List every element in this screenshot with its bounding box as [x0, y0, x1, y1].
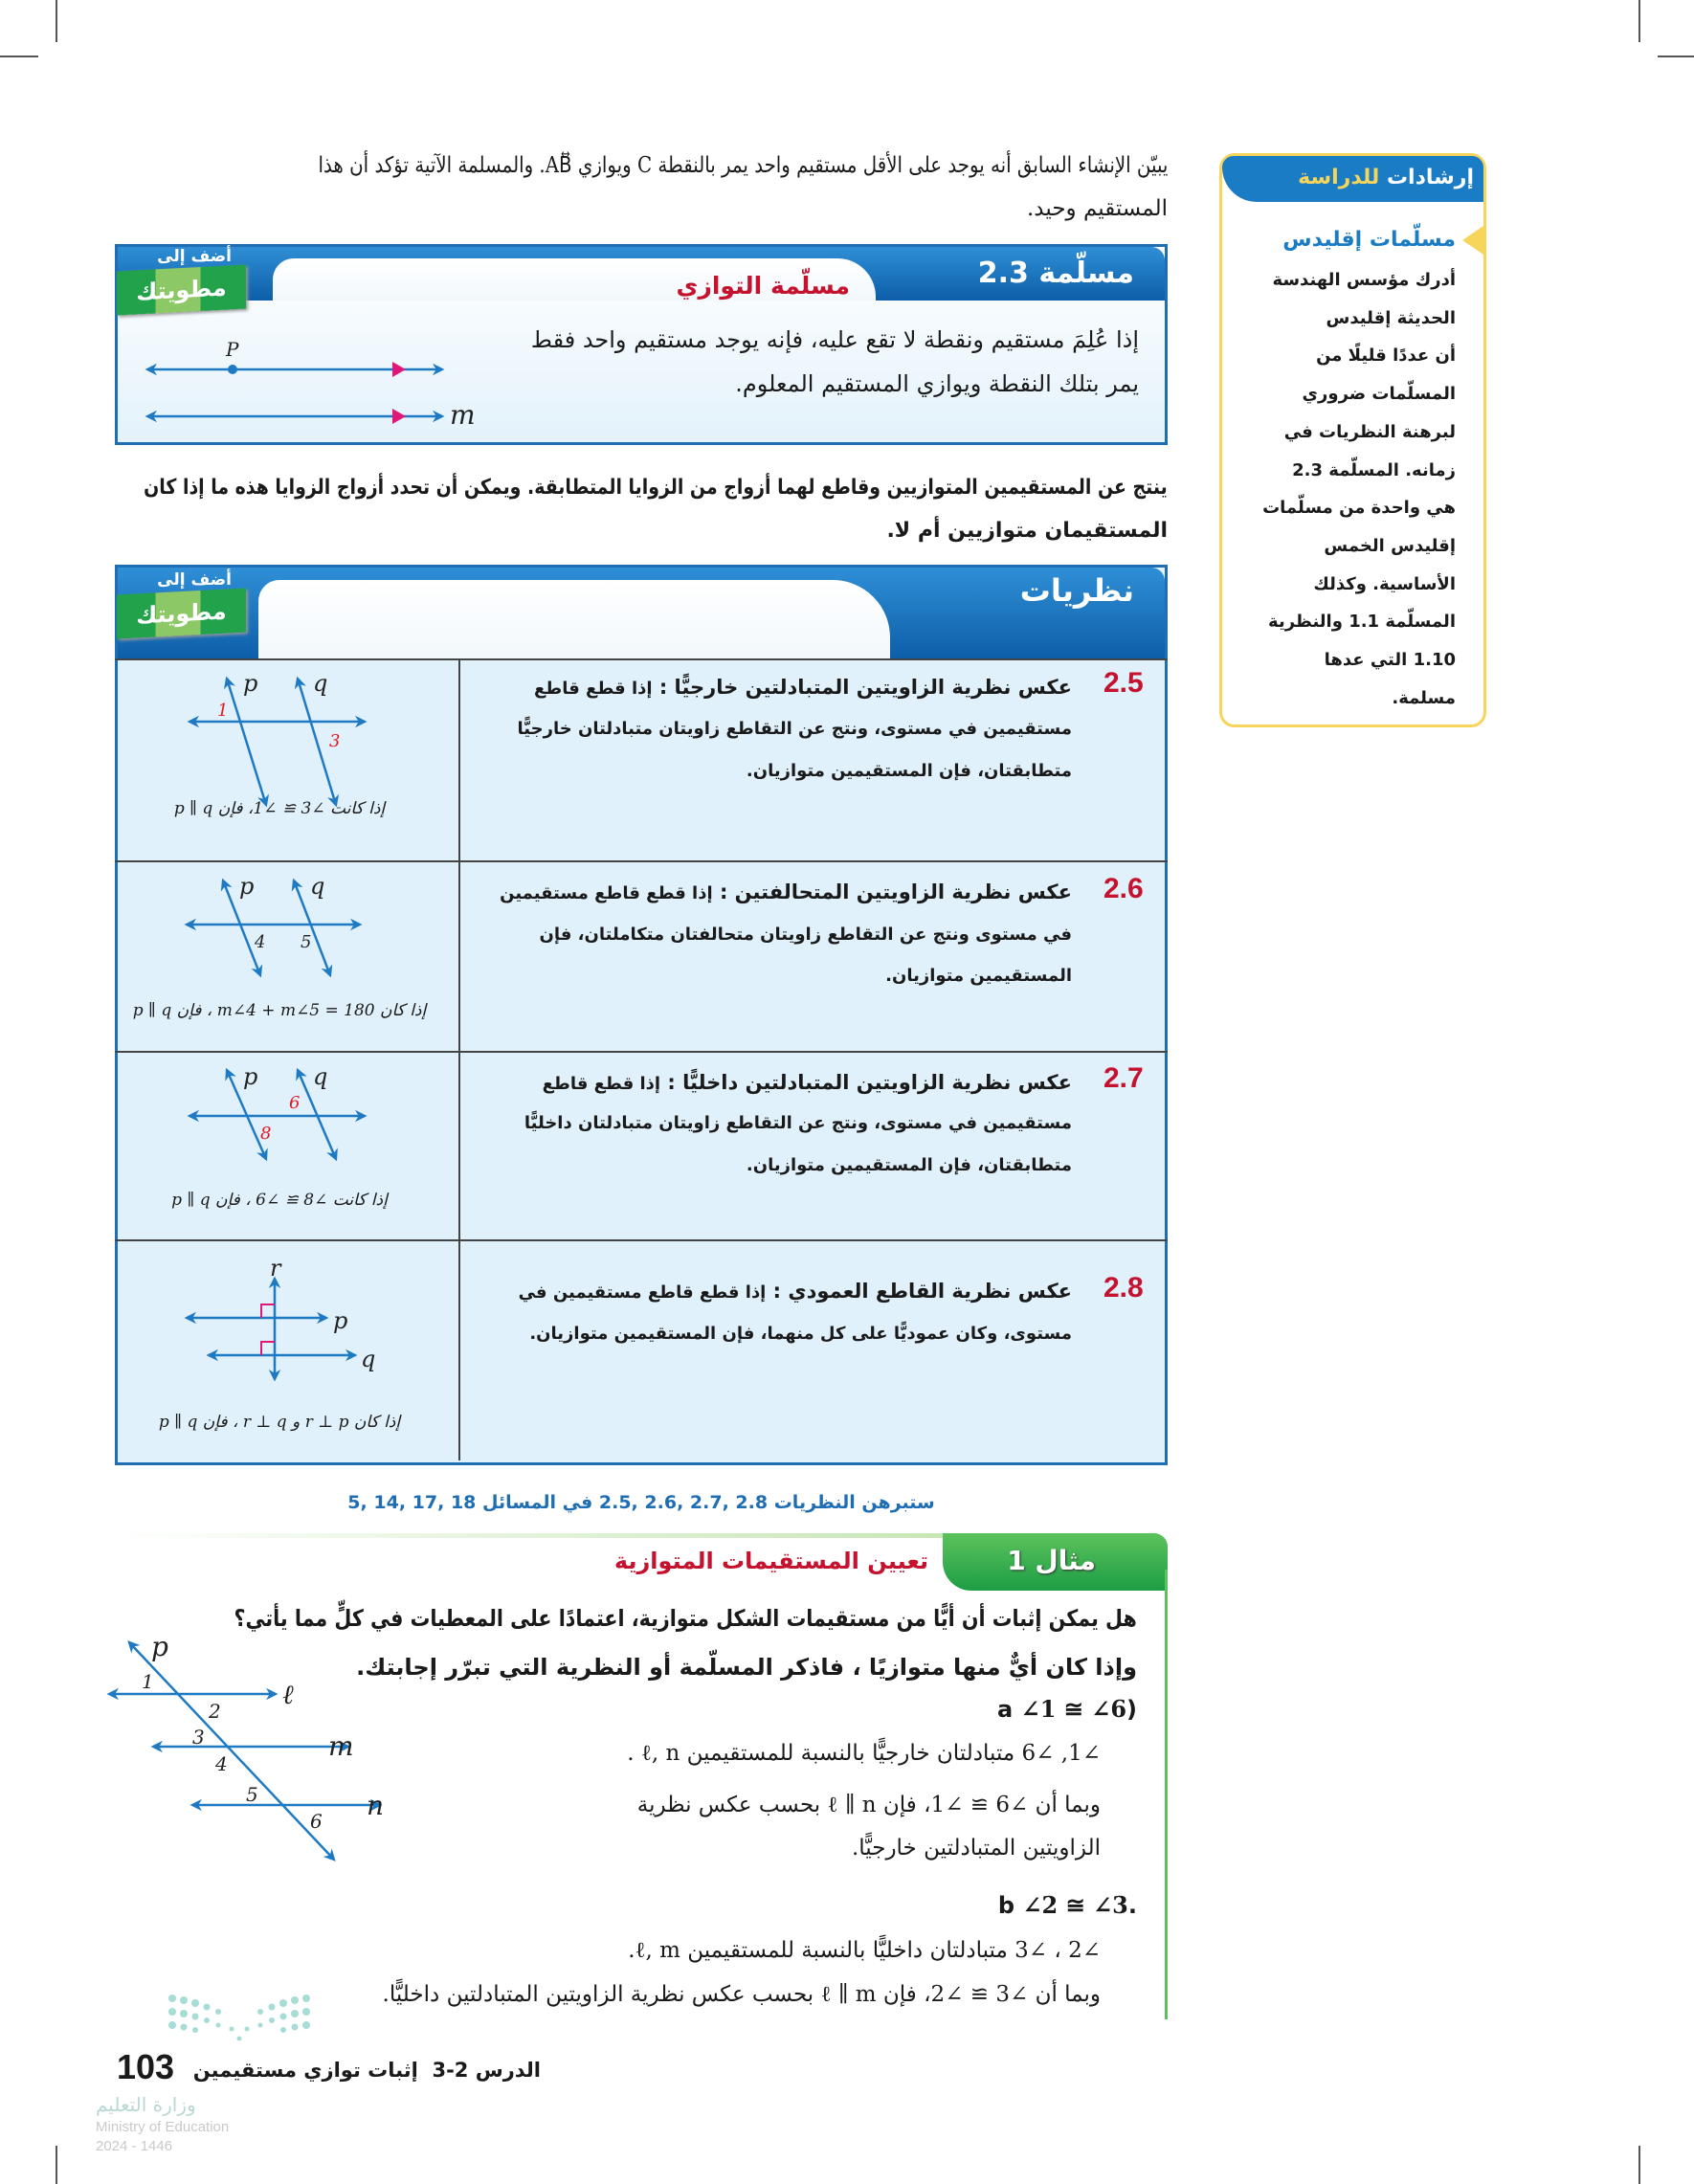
angle-label: 6 [289, 1093, 301, 1113]
line-p [227, 679, 266, 805]
study-tips-line: أن عددًا قليلًا من [1316, 345, 1456, 367]
right-angle-icon [261, 1304, 275, 1355]
line-label: q [361, 1346, 376, 1372]
angle-label: 4 [255, 932, 266, 952]
theorem-number: 2.6 [1103, 873, 1144, 904]
theorem-text: متطابقتان، فإن المستقيمين متوازيان. [746, 1155, 1072, 1175]
watermark-year: 2024 - 1446 [96, 2138, 173, 2154]
theorem-caption: إذا كان r ⊥ p و r ⊥ q ، فإن p ∥ q [158, 1413, 401, 1432]
theorem-text: إذا قطع قاطع مستقيمين في [518, 1282, 767, 1303]
postulate-name: مسلّمة التوازي [676, 272, 850, 300]
angle-label: 1 [142, 1670, 154, 1693]
angle-label: 3 [329, 731, 341, 751]
part-a-line: الزاويتين المتبادلتين خارجيًّا. [851, 1836, 1101, 1861]
point-p [228, 365, 237, 374]
footer-lesson-number: الدرس 2-3 [432, 2059, 541, 2082]
theorem-title: عكس نظرية الزاويتين المتحالفتين : [719, 880, 1072, 903]
theorem-text: مستوى، وكان عموديًّا على كل منهما، فإن المستقيمين متوازيان. [529, 1324, 1072, 1344]
theorem-number: 2.5 [1103, 667, 1144, 699]
study-tips-line: أدرك مؤسس الهندسة [1272, 270, 1456, 290]
theorem-caption: إذا كان m∠4 + m∠5 = 180 ، فإن p ∥ q [132, 1001, 427, 1020]
theorem-title: عكس نظرية الزاويتين المتبادلتين خارجيًّا : [658, 676, 1072, 699]
study-tips-line: الحديثة إقليدس [1326, 307, 1456, 328]
foldable-card: مطويتك [117, 264, 246, 315]
theorem-text: مستقيمين في مستوى، ونتج عن التقاطع زاويتان متبادلتان خارجيًّا [517, 719, 1072, 739]
line-label: m [450, 399, 476, 431]
foldable-label: أضف إلى [157, 570, 232, 590]
theorems-title: نظريات [1019, 572, 1134, 609]
page-number: 103 [117, 2047, 175, 2086]
example-question-line-2: وإذا كان أيٌّ منها متوازيًا ، فاذكر المسلّمة أو النظرية التي تبرّر إجابتك. [356, 1654, 1137, 1681]
theorem-text: إذا قطع قاطع مستقيمين [500, 883, 713, 903]
line-label: p [239, 873, 255, 900]
study-tips-title-a: إرشادات [1386, 166, 1474, 189]
point-label: P [226, 338, 239, 361]
foldable-label: أضف إلى [157, 247, 232, 266]
part-b-line: وبما أن ∠3 ≅ ∠2، فإن ℓ ∥ m بحسب عكس نظرية الزاويتين المتبادلتين داخليًّا. [382, 1982, 1101, 2007]
theorem-text: إذا قطع قاطع [542, 1074, 661, 1094]
para2-line-2: المستقيمان متوازيين أم لا. [886, 519, 1168, 543]
theorem-text: مستقيمين في مستوى، ونتج عن التقاطع زاويتان متبادلتان داخليًّا [524, 1113, 1072, 1133]
postulate-text-line-2: يمر بتلك النقطة ويوازي المستقيم المعلوم. [735, 370, 1139, 397]
theorem-caption: إذا كانت ∠3 ≅ ∠1، فإن p ∥ q [173, 799, 386, 818]
angle-label: 5 [301, 932, 312, 952]
theorem-number: 2.7 [1103, 1062, 1144, 1094]
part-a-label: (a [997, 1696, 1137, 1723]
angle-label: 6 [310, 1810, 323, 1833]
part-a-given: ∠1 ≅ ∠6 [1020, 1695, 1127, 1723]
watermark-arabic: وزارة التعليم [96, 2093, 196, 2116]
line-label: r [270, 1255, 281, 1281]
foldable-card: مطويتك [117, 588, 246, 638]
part-b-line: ∠2 ، ∠3 متبادلتان داخليًّا بالنسبة للمستقيمين ℓ, m. [628, 1938, 1101, 1963]
para2-line-1: ينتج عن المستقيمين المتوازيين وقاطع لهما أزواج من الزوايا المتطابقة. ويمكن أن تحدد أزواج الزوايا هذه ما إذا كان [144, 476, 1168, 500]
line-label: q [313, 1063, 328, 1090]
example-question-line-1: هل يمكن إثبات أن أيًّا من مستقيمات الشكل متوازية، اعتمادًا على المعطيات في كلٍّ مما يأتي؟ [234, 1605, 1137, 1632]
parallel-mark-icon [392, 362, 406, 424]
theorem-text: في مستوى ونتج عن التقاطع زاويتان متحالفتان متكاملتان، فإن [539, 925, 1072, 945]
angle-label: 8 [260, 1124, 272, 1144]
angle-label: 5 [246, 1783, 258, 1806]
postulate-title: مسلّمة 2.3 [977, 256, 1134, 290]
theorem-text: إذا قطع قاطع [534, 679, 653, 699]
part-b-label: .b [997, 1892, 1137, 1919]
study-tips-line: المسلّمات ضروري [1302, 384, 1456, 405]
watermark-english: Ministry of Education [96, 2119, 230, 2135]
study-tips-line: مسلمة. [1392, 687, 1456, 708]
example-line-p [129, 1642, 334, 1860]
example-tab-label: مثال 1 [1007, 1545, 1096, 1576]
line-label: p [333, 1307, 348, 1334]
proof-note: ستبرهن النظريات 2.8 ,2.7 ,2.6 ,2.5 في المسائل 18 ,17 ,14 ,5 [347, 1492, 935, 1513]
line-label: ℓ [282, 1679, 294, 1710]
line-label: q [313, 670, 328, 697]
line-label: p [151, 1631, 168, 1662]
line-label: n [367, 1790, 385, 1821]
study-tips-line: زمانه. المسلّمة 2.3 [1292, 459, 1456, 480]
study-tips-title-b: للدراسة [1298, 166, 1380, 189]
study-tips-line: 1.10 التي عدها [1324, 650, 1456, 670]
theorem-title: عكس نظرية القاطع العمودي : [772, 1280, 1072, 1303]
footer-lesson-title: إثبات توازي مستقيمين [192, 2059, 418, 2082]
angle-label: 3 [192, 1726, 205, 1749]
part-a-line: ∠1, ∠6 متبادلتان خارجيًّا بالنسبة للمستقيمين ℓ, n . [627, 1741, 1101, 1766]
study-tips-line: الأساسية. وكذلك [1313, 573, 1456, 594]
theorem-number: 2.8 [1103, 1272, 1144, 1304]
part-b-given: ∠2 ≅ ∠3 [1022, 1891, 1128, 1919]
theorem-title: عكس نظرية الزاويتين المتبادلتين داخليًّا : [667, 1071, 1072, 1094]
line-label: q [310, 873, 325, 900]
intro-line-2: المستقيم وحيد. [1027, 196, 1168, 221]
line-label: m [328, 1730, 354, 1762]
theorem-caption: إذا كانت ∠8 ≅ ∠6 ، فإن p ∥ q [171, 1191, 388, 1210]
line-label: p [243, 670, 258, 697]
study-tips-subtitle: مسلّمات إقليدس [1282, 228, 1456, 252]
example-title: تعيين المستقيمات المتوازية [613, 1548, 928, 1574]
study-tips-line: المسلّمة 1.1 والنظرية [1268, 612, 1456, 633]
angle-label: 2 [209, 1700, 221, 1723]
postulate-text-line-1: إذا عُلِمَ مستقيم ونقطة لا تقع عليه، فإنه يوجد مستقيم واحد فقط [530, 326, 1139, 353]
angle-label: 1 [217, 701, 229, 721]
line-label: p [243, 1063, 258, 1090]
theorem-text: المستقيمين متوازيان. [885, 966, 1072, 986]
angle-label: 4 [215, 1752, 228, 1775]
study-tips-line: إقليدس الخمس [1324, 535, 1456, 556]
part-a-line: وبما أن ∠6 ≅ ∠1، فإن ℓ ∥ n بحسب عكس نظرية [636, 1793, 1101, 1817]
theorem-text: متطابقتان، فإن المستقيمين متوازيان. [746, 761, 1072, 781]
study-tips-line: لبرهنة النظريات في [1283, 421, 1456, 442]
study-tips-line: هي واحدة من مسلّمات [1262, 498, 1456, 519]
intro-line-1: يبيّن الإنشاء السابق أنه يوجد على الأقل مستقيم واحد يمر بالنقطة C ويوازي AB⃡. والمسلمة الآتية تؤكد أن هذا [318, 153, 1168, 178]
